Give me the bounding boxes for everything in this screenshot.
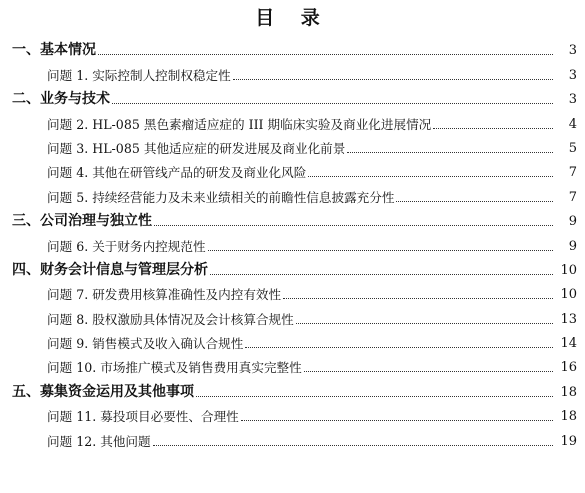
toc-item-label: 问题 4. 其他在研管线产品的研发及商业化风险 bbox=[47, 165, 307, 181]
toc-item-label: 问题 11. 募投项目必要性、合理性 bbox=[47, 409, 239, 425]
toc-page-number: 5 bbox=[568, 140, 577, 156]
toc-section-label: 五、募集资金运用及其他事项 bbox=[12, 383, 194, 400]
toc-page-number: 7 bbox=[568, 189, 577, 205]
dot-leader bbox=[433, 128, 553, 129]
dot-leader bbox=[283, 298, 553, 299]
toc-section-3[interactable] bbox=[0, 207, 585, 231]
table-of-contents bbox=[0, 36, 585, 451]
toc-page-number: 10 bbox=[560, 287, 577, 303]
dot-leader bbox=[112, 103, 553, 104]
toc-item-7[interactable] bbox=[0, 280, 585, 304]
toc-item-2[interactable] bbox=[0, 109, 585, 133]
dot-leader bbox=[196, 396, 553, 397]
toc-page-number: 18 bbox=[560, 409, 577, 425]
toc-item-1[interactable] bbox=[0, 60, 585, 84]
toc-item-label: 问题 10. 市场推广模式及销售费用真实完整性 bbox=[47, 360, 302, 376]
page-title: 目 录 bbox=[255, 7, 330, 29]
dot-leader bbox=[233, 79, 553, 80]
toc-item-5[interactable] bbox=[0, 182, 585, 206]
toc-page-number: 9 bbox=[568, 214, 577, 230]
toc-page-number: 10 bbox=[560, 262, 577, 278]
toc-page-number: 9 bbox=[568, 238, 577, 254]
toc-section-1[interactable] bbox=[0, 36, 585, 60]
toc-item-label: 问题 5. 持续经营能力及未来业绩相关的前瞻性信息披露充分性 bbox=[47, 189, 395, 205]
toc-item-label: 问题 7. 研发费用核算准确性及内控有效性 bbox=[47, 287, 282, 303]
dot-leader bbox=[296, 323, 553, 324]
toc-item-6[interactable] bbox=[0, 231, 585, 255]
toc-section-label: 三、公司治理与独立性 bbox=[12, 213, 152, 230]
toc-section-5[interactable] bbox=[0, 377, 585, 401]
toc-item-label: 问题 1. 实际控制人控制权稳定性 bbox=[47, 67, 231, 83]
toc-page-number: 3 bbox=[568, 67, 577, 83]
toc-item-8[interactable] bbox=[0, 304, 585, 328]
toc-page-number: 14 bbox=[560, 336, 577, 352]
dot-leader bbox=[347, 152, 553, 153]
dot-leader bbox=[241, 420, 553, 421]
toc-page-number: 16 bbox=[560, 360, 577, 376]
dot-leader bbox=[208, 250, 553, 251]
dot-leader bbox=[396, 201, 553, 202]
toc-item-3[interactable] bbox=[0, 134, 585, 158]
toc-item-10[interactable] bbox=[0, 353, 585, 377]
toc-item-4[interactable] bbox=[0, 158, 585, 182]
toc-item-label: 问题 3. HL-085 其他适应症的研发进展及商业化前景 bbox=[47, 140, 346, 156]
toc-page-number: 18 bbox=[560, 384, 577, 400]
dot-leader bbox=[154, 225, 553, 226]
toc-section-4[interactable] bbox=[0, 256, 585, 280]
toc-item-9[interactable] bbox=[0, 329, 585, 353]
toc-item-label: 问题 9. 销售模式及收入确认合规性 bbox=[47, 336, 244, 352]
toc-page-number: 19 bbox=[560, 433, 577, 449]
toc-section-label: 四、财务会计信息与管理层分析 bbox=[12, 261, 208, 278]
toc-page-number: 3 bbox=[568, 92, 577, 108]
toc-page-number: 3 bbox=[568, 43, 577, 59]
toc-section-label: 一、基本情况 bbox=[12, 42, 96, 59]
toc-item-label: 问题 8. 股权激励具体情况及会计核算合规性 bbox=[47, 311, 294, 327]
toc-item-label: 问题 12. 其他问题 bbox=[47, 433, 151, 449]
toc-page-number: 7 bbox=[568, 165, 577, 181]
toc-section-label: 二、业务与技术 bbox=[12, 91, 110, 108]
dot-leader bbox=[304, 371, 553, 372]
dot-leader bbox=[308, 176, 553, 177]
toc-section-2[interactable] bbox=[0, 85, 585, 109]
toc-item-11[interactable] bbox=[0, 402, 585, 426]
dot-leader bbox=[153, 445, 553, 446]
toc-page-number: 13 bbox=[560, 311, 577, 327]
toc-page-number: 4 bbox=[568, 116, 577, 132]
dot-leader bbox=[98, 54, 553, 55]
toc-item-label: 问题 2. HL-085 黑色素瘤适应症的 III 期临床实验及商业化进展情况 bbox=[47, 116, 432, 132]
dot-leader bbox=[210, 274, 553, 275]
toc-item-label: 问题 6. 关于财务内控规范性 bbox=[47, 238, 206, 254]
dot-leader bbox=[245, 347, 553, 348]
toc-item-12[interactable] bbox=[0, 426, 585, 450]
